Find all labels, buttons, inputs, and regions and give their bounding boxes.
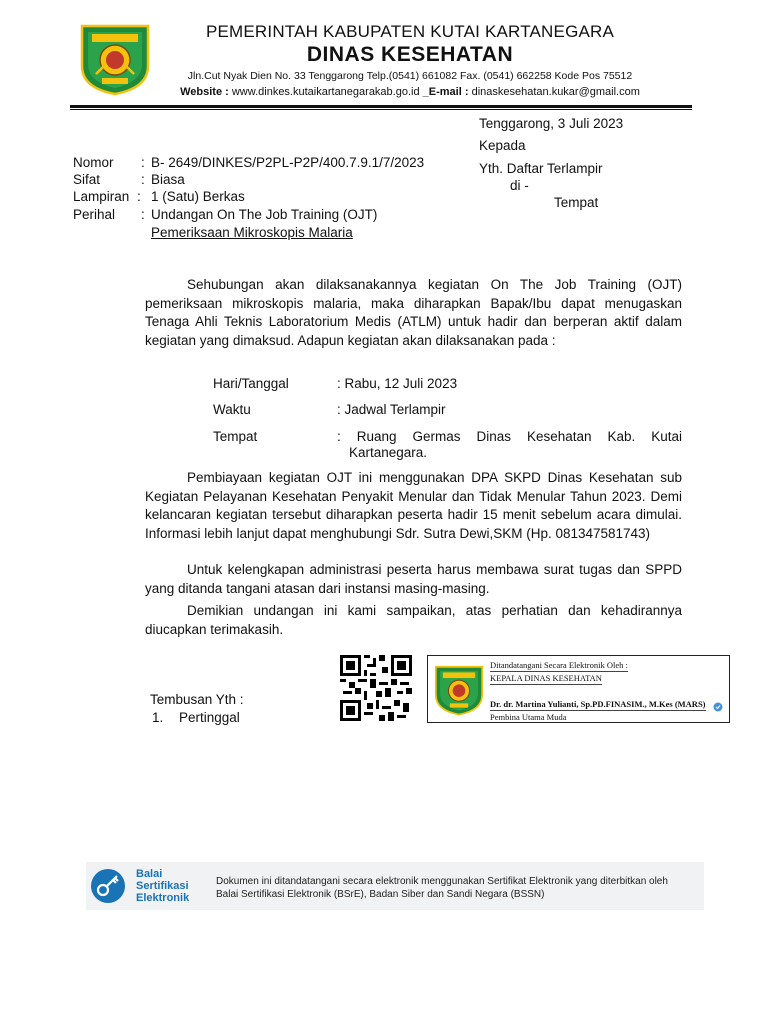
meta-perihal-label: Perihal (73, 207, 116, 222)
detail-tempat-value: : Ruang Germas Dinas Kesehatan Kab. Kutai (337, 429, 682, 444)
dateline: Tenggarong, 3 Juli 2023 (479, 116, 624, 131)
bsre-notice-line1: Dokumen ini ditandatangani secara elektronik menggunakan Sertifikat Elektronik yang diterbitkan oleh (216, 876, 668, 887)
detail-waktu-label: Waktu (213, 402, 251, 417)
meta-nomor-label: Nomor (73, 155, 114, 170)
bsre-name-line1: Balai (136, 868, 163, 880)
meta-lampiran-value: 1 (Satu) Berkas (151, 189, 245, 204)
qr-code-icon (340, 655, 412, 721)
letterhead-rule-thick (70, 105, 692, 108)
meta-lampiran-label: Lampiran (73, 189, 130, 204)
meta-perihal-sep: : (141, 207, 145, 222)
addressee-di: di - (510, 178, 529, 193)
paragraph-closing: Demikian undangan ini kami sampaikan, atas perhatian dan kehadirannya diucapkan terimakasih. (145, 603, 682, 637)
detail-tempat-label: Tempat (213, 429, 258, 444)
bsre-footer-banner (86, 862, 704, 910)
meta-sifat-value: Biasa (151, 172, 185, 187)
kutai-kartanegara-emblem-icon (78, 22, 152, 96)
bsre-name-line3: Elektronik (136, 892, 190, 904)
paragraph-intro: Sehubungan akan dilaksanakannya kegiatan On The Job Training (OJT) pemeriksaan mikroskopis malaria, maka diharapkan Bapak/Ibu dapat menugaskan Tenaga Ahli Teknis Laboratorium Medis (ATLM) untuk hadir dan berperan aktif dalam kegiatan yang dimaksud. Adapun kegiatan akan dilaksanakan pada : (145, 277, 682, 348)
contact-line (148, 86, 672, 98)
tembusan-item-number: 1. (152, 710, 164, 725)
addressee-yth: Yth. Daftar Terlampir (479, 161, 603, 176)
bsre-name-line2: Sertifikasi (136, 880, 189, 892)
tembusan-item-text: Pertinggal (179, 710, 240, 725)
bsre-notice-line2: Balai Sertifikasi Elektronik (BSrE), Badan Siber dan Sandi Negara (BSSN) (216, 889, 545, 900)
addressee-kepada: Kepada (479, 138, 526, 153)
website-link[interactable]: www.dinkes.kutaikartanegarakab.go.id (231, 86, 420, 98)
bsre-name (136, 868, 189, 904)
website-label: Website : (180, 86, 229, 98)
meta-nomor-value: B- 2649/DINKES/P2PL-P2P/400.7.9.1/7/2023 (151, 155, 425, 170)
tembusan-title: Tembusan Yth : (150, 692, 244, 707)
meta-lampiran-sep: : (137, 189, 141, 204)
meta-perihal-line2: Pemeriksaan Mikroskopis Malaria (151, 225, 353, 240)
paragraph-funding: Pembiayaan kegiatan OJT ini menggunakan DPA SKPD Dinas Kesehatan sub Kegiatan Pelayanan Kesehatan Penyakit Menular dan Tidak Menular Tahun 2023. Demi kelancaran kegiatan tersebut diharapkan peserta hadir 15 menit sebelum acara dimulai. Informasi lebih lanjut dapat menghubungi Sdr. Sutra Dewi,SKM (Hp. 081347581743) (145, 470, 682, 541)
meta-nomor-sep: : (141, 155, 145, 170)
kutai-kartanegara-emblem-icon (433, 661, 485, 719)
office-name: DINAS KESEHATAN (306, 43, 514, 66)
detail-hari-label: Hari/Tanggal (213, 376, 289, 391)
detail-hari-value: : Rabu, 12 Juli 2023 (337, 376, 458, 391)
addressee-tempat: Tempat (554, 195, 599, 210)
bsre-key-icon (90, 868, 126, 904)
signature-position: KEPALA DINAS KESEHATAN (490, 673, 602, 683)
bsre-notice (216, 875, 668, 901)
letterhead-rule-thin (70, 109, 692, 110)
meta-sifat-label: Sifat (73, 172, 101, 187)
paragraph-administration: Untuk kelengkapan administrasi peserta harus membawa surat tugas dan SPPD yang ditanda tangani atasan dari instansi masing-masing. (145, 562, 682, 596)
detail-tempat-value-line2: Kartanegara. (349, 445, 428, 460)
meta-perihal-value: Undangan On The Job Training (OJT) (151, 207, 378, 222)
detail-waktu-value: : Jadwal Terlampir (337, 402, 446, 417)
signature-rank: Pembina Utama Muda (490, 712, 567, 722)
office-address: Jln.Cut Nyak Dien No. 33 Tenggarong Telp.(0541) 661082 Fax. (0541) 662258 Kode Pos 75512 (187, 70, 633, 82)
electronic-signature-box (427, 655, 730, 723)
verification-icon (713, 702, 723, 712)
meta-sifat-sep: : (141, 172, 145, 187)
email-link[interactable]: dinaskesehatan.kukar@gmail.com (471, 86, 640, 98)
signature-name: Dr. dr. Martina Yulianti, Sp.PD.FINASIM., M.Kes (MARS) (490, 699, 706, 709)
signature-signed-by: Ditandatangani Secara Elektronik Oleh : (490, 660, 628, 670)
government-name: PEMERINTAH KABUPATEN KUTAI KARTANEGARA (205, 22, 615, 41)
email-label: _E-mail : (422, 86, 469, 98)
